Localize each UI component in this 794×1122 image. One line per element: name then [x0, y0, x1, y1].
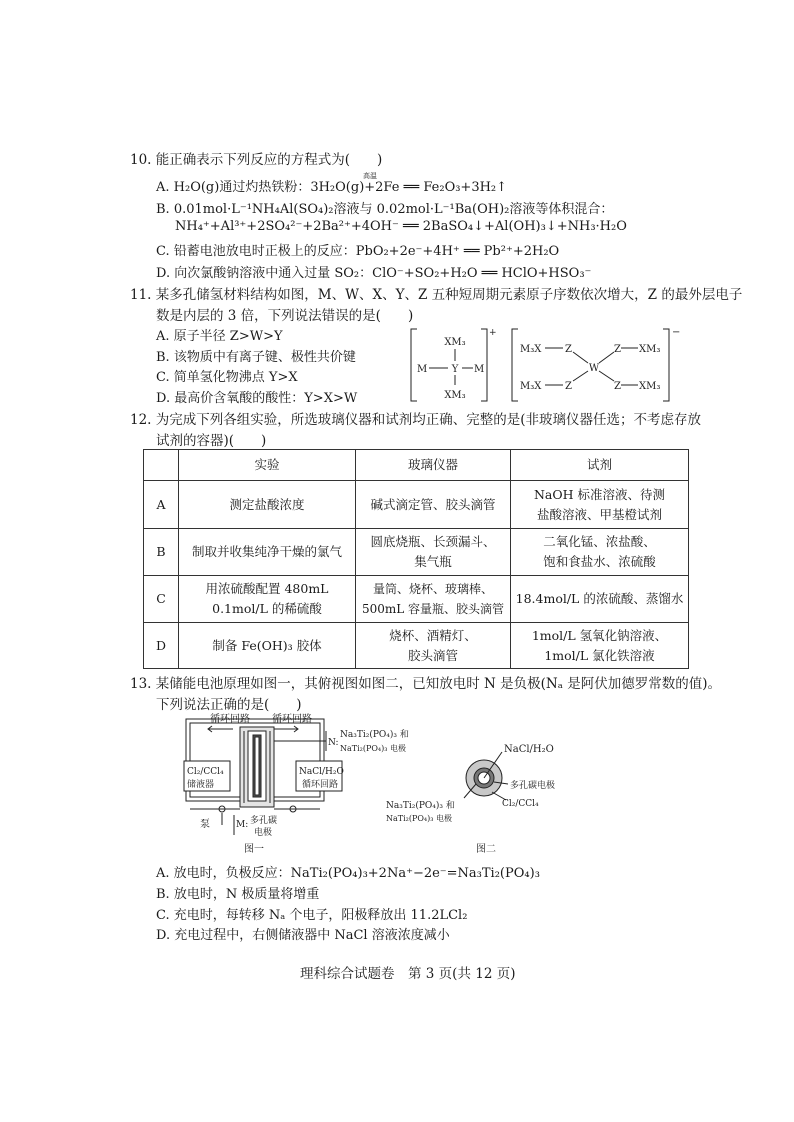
row-reagent: 二氧化锰、浓盐酸、饱和食盐水、浓硫酸 [511, 529, 689, 576]
header-experiment: 实验 [179, 450, 356, 481]
n-electrode-line2: NaTi₂(PO₄)₃ 电极 [340, 744, 407, 753]
row-option: D [144, 623, 179, 669]
q10-stem: 10. 能正确表示下列反应的方程式为( ) [130, 152, 383, 168]
row-glassware: 量筒、烧杯、玻璃棒、500mL 容量瓶、胶头滴管 [356, 576, 511, 623]
m-right: M [474, 364, 485, 375]
figure-2-caption: 图二 [476, 844, 496, 855]
m3x-bottom: M₃X [520, 381, 542, 392]
tank-label-1: Cl₂/CCl₄ [187, 767, 224, 777]
z-top-left: Z [565, 344, 572, 355]
nacl-label: NaCl/H₂O [504, 744, 554, 755]
q10-condition: 高温 [363, 172, 377, 180]
header-reagent: 试剂 [511, 450, 689, 481]
q11-option-b: B. 该物质中有离子键、极性共价键 [156, 350, 356, 365]
z-bottom-left: Z [565, 381, 572, 392]
z-bottom-right: Z [614, 381, 621, 392]
xm3-top: XM₃ [444, 337, 466, 348]
charge-plus: + [489, 328, 497, 338]
charge-minus: − [672, 327, 681, 338]
row-experiment: 用浓硫酸配置 480mL 0.1mol/L 的稀硫酸 [179, 576, 356, 623]
q13-option-b: B. 放电时，N 极质量将增重 [156, 887, 320, 902]
row-glassware: 烧杯、酒精灯、胶头滴管 [356, 623, 511, 669]
row-reagent: 18.4mol/L 的浓硫酸、蒸馏水 [511, 576, 689, 623]
table-row [144, 529, 689, 576]
m-electrode-line2: 电极 [254, 828, 273, 838]
q10-option-b-line2: NH₄⁺+Al³⁺+2SO₄²⁻+2Ba²⁺+4OH⁻ ══ 2BaSO₄↓+Al(OH)₃↓+NH₃·H₂O [175, 219, 627, 234]
q11-stem-line1: 11. 某多孔储氢材料结构如图，M、W、X、Y、Z 五种短周期元素原子序数依次增大，Z 的最外层电子 [130, 287, 743, 303]
q12-stem-line1: 12. 为完成下列各组实验，所选玻璃仪器和试剂均正确、完整的是(非玻璃仪器任选；不考虑存放 [130, 412, 702, 428]
m-left: M [417, 364, 428, 375]
q10-option-b-line1: B. 0.01mol·L⁻¹NH₄Al(SO₄)₂溶液与 0.02mol·L⁻¹Ba(OH)₂溶液等体积混合： [156, 202, 614, 217]
q13-stem-line2: 下列说法正确的是( ) [156, 697, 302, 713]
row-reagent: 1mol/L 氢氧化钠溶液、1mol/L 氯化铁溶液 [511, 623, 689, 669]
q10-option-d: D. 向次氯酸钠溶液中通入过量 SO₂：ClO⁻+SO₂+H₂O ══ HClO+HSO₃⁻ [156, 266, 592, 281]
na3-label: Na₃Ti₂(PO₄)₃ 和 [386, 801, 455, 811]
header-option [144, 450, 179, 481]
row-experiment: 制取并收集纯净干燥的氯气 [179, 529, 356, 576]
table-row [144, 481, 689, 529]
q10-option-a: A. H₂O(g)通过灼热铁粉：3H₂O(g)+2Fe ══ Fe₂O₃+3H₂↑ [156, 180, 508, 195]
q11-option-a: A. 原子半径 Z>W>Y [156, 329, 283, 344]
table-row [144, 576, 689, 623]
battery-figure-2 [380, 740, 590, 855]
atom-w: W [588, 363, 600, 374]
loop-nacl-label-2: 循环回路 [302, 780, 339, 790]
row-option: C [144, 576, 179, 623]
loop-label-right: 循环回路 [272, 714, 312, 725]
row-option: B [144, 529, 179, 576]
table-row [144, 623, 689, 669]
q11-structure-figure [405, 325, 690, 405]
q11-option-d: D. 最高价含氧酸的酸性：Y>X>W [156, 391, 358, 406]
q13-option-d: D. 充电过程中，右侧储液器中 NaCl 溶液浓度减小 [156, 928, 450, 943]
xm3-bottom: XM₃ [444, 390, 466, 401]
q11-stem-line2: 数是内层的 3 倍，下列说法错误的是( ) [156, 308, 414, 324]
m-electrode-line1: 多孔碳 [250, 816, 278, 826]
header-glassware: 玻璃仪器 [356, 450, 511, 481]
q13-option-c: C. 充电时，每转移 Nₐ 个电子，阳极释放出 11.2LCl₂ [156, 908, 468, 923]
xm3-bottom-right: XM₃ [639, 381, 661, 392]
m3x-top: M₃X [520, 344, 542, 355]
z-top-right: Z [614, 344, 621, 355]
figure-1-caption: 图一 [244, 844, 264, 855]
q13-option-a: A. 放电时，负极反应：NaTi₂(PO₄)₃+2Na⁺−2e⁻=Na₃Ti₂(PO₄)₃ [156, 866, 540, 881]
tank-label-2: 储液器 [187, 780, 215, 790]
row-experiment: 测定盐酸浓度 [179, 481, 356, 529]
nati-label: NaTi₂(PO₄)₃ 电极 [386, 814, 453, 823]
xm3-top-right: XM₃ [639, 344, 661, 355]
page-footer: 理科综合试题卷 第 3 页(共 12 页) [300, 966, 516, 982]
n-label: N: [328, 738, 339, 748]
q11-option-c: C. 简单氢化物沸点 Y>X [156, 370, 298, 385]
n-electrode-line1: Na₃Ti₂(PO₄)₃ 和 [340, 730, 409, 740]
row-glassware: 碱式滴定管、胶头滴管 [356, 481, 511, 529]
q13-stem-line1: 13. 某储能电池原理如图一，其俯视图如图二，已知放电时 N 是负极(Nₐ 是阿伏加德罗常数的值)。 [130, 676, 721, 692]
row-glassware: 圆底烧瓶、长颈漏斗、集气瓶 [356, 529, 511, 576]
row-reagent: NaOH 标准溶液、待测盐酸溶液、甲基橙试剂 [511, 481, 689, 529]
atom-y: Y [451, 364, 459, 375]
row-option: A [144, 481, 179, 529]
q10-option-c: C. 铅蓄电池放电时正极上的反应：PbO₂+2e⁻+4H⁺ ══ Pb²⁺+2H₂O [156, 244, 560, 259]
carbon-electrode-label: 多孔碳电极 [510, 781, 556, 791]
loop-nacl-label: NaCl/H₂O [299, 767, 344, 777]
cl2-ccl4-label: Cl₂/CCl₄ [502, 799, 539, 809]
q12-table [143, 449, 689, 669]
pump-label: 泵 [200, 819, 210, 830]
row-experiment: 制备 Fe(OH)₃ 胶体 [179, 623, 356, 669]
q12-stem-line2: 试剂的容器)( ) [156, 433, 267, 449]
table-header-row [144, 450, 689, 481]
loop-label-left: 循环回路 [210, 714, 250, 725]
battery-figure-1 [178, 713, 409, 855]
m-label: M: [236, 820, 249, 830]
